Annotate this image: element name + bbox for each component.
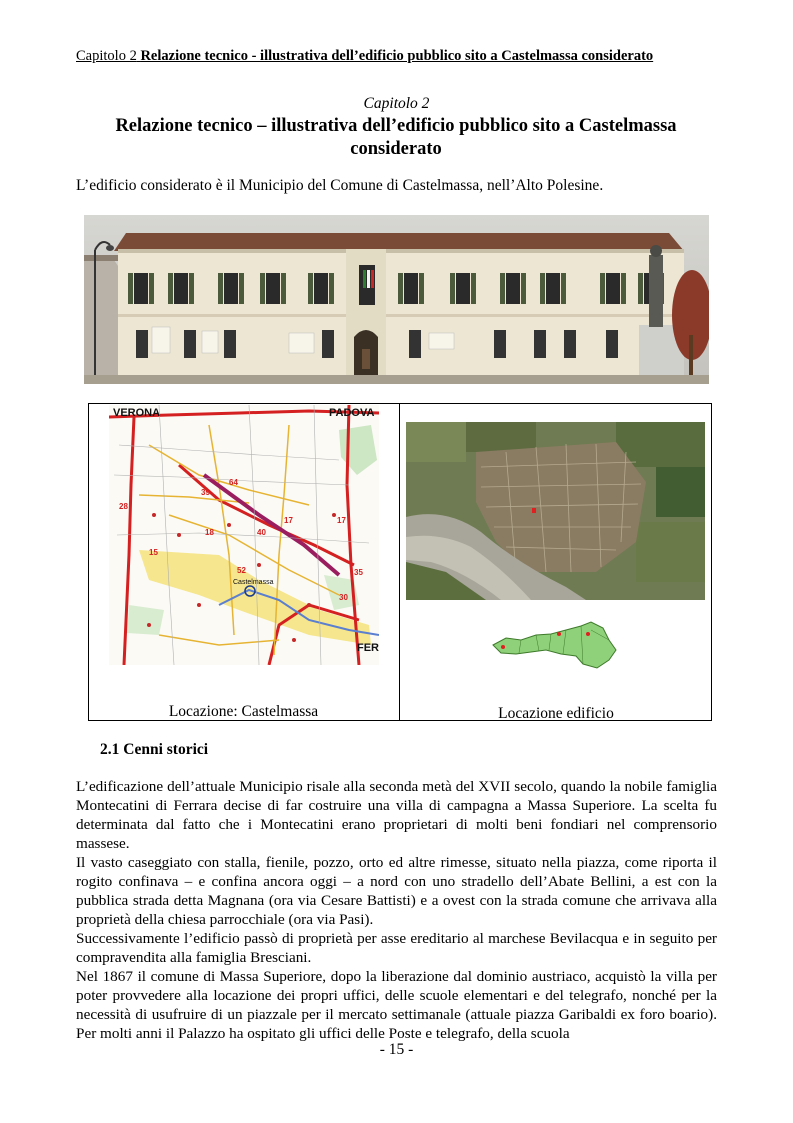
svg-text:39: 39 — [201, 488, 210, 497]
paragraph: Successivamente l’edificio passò di proprietà per asse ereditario al marchese Bevilacqua e in seguito per compravendita alla famiglia Bresciani. — [76, 930, 717, 966]
page-number: - 15 - — [379, 1041, 414, 1058]
paragraph: L’edificazione dell’attuale Municipio risale alla seconda metà del XVII secolo, quando la nobile famiglia Montecatini di Ferrara decise di far costruire una villa di campagna a Massa Superiore. La scelta fu determinata dal fatto che i Montecatini erano proprietari di molti beni fondiari nel comprensorio massese. — [76, 778, 717, 852]
svg-text:17: 17 — [284, 516, 293, 525]
aerial-photo — [406, 422, 705, 600]
right-map-caption: Locazione edificio — [498, 705, 614, 722]
chapter-title: Relazione tecnico – illustrativa dell’edificio pubblico sito a Castelmassa considerato — [115, 116, 677, 159]
left-map-caption: Locazione: Castelmassa — [168, 703, 319, 720]
road-map-label-ferrara: FER — [357, 642, 379, 654]
svg-text:15: 15 — [149, 548, 158, 557]
road-map — [109, 405, 379, 665]
chapter-label: Capitolo 2 — [363, 95, 430, 112]
running-header — [76, 47, 716, 65]
svg-text:18: 18 — [205, 528, 214, 537]
road-map-label-verona: VERONA — [113, 407, 161, 419]
body-text — [76, 777, 717, 1043]
paragraph: Il vasto caseggiato con stalla, fienile, pozzo, orto ed altre rimesse, situato nella piazza, come riporta il rogito confinava – e confina ancora oggi – a nord con uno stradello dell’Abate Bellini, a est con la pubblica strada detta Magnana (ora via Cesare Battisti) e a ovest con la strada comune che arrivava alla proprietà della chiesa parrocchiale (ora via Pasi). — [76, 854, 717, 928]
section-heading: 2.1 Cenni storici — [100, 741, 209, 758]
svg-text:40: 40 — [257, 528, 266, 537]
road-map-label-padova: PADOVA — [329, 407, 375, 419]
maps-table-divider — [399, 403, 400, 721]
svg-text:17: 17 — [337, 516, 346, 525]
paragraph: Nel 1867 il comune di Massa Superiore, dopo la liberazione dal dominio austriaco, acquistò la villa per poter provvedere alla locazione dei propri uffici, delle scuole elementari e del telegrafo, nonché per la necessità di usufruire di un piazzale per il mercato settimanale (attuale piazza Garibaldi ex foro boario). Per molti anni il Palazzo ha ospitato gli uffici delle Poste e telegrafo, della scuola — [76, 968, 717, 1042]
svg-text:28: 28 — [119, 502, 128, 511]
svg-text:64: 64 — [229, 478, 238, 487]
svg-text:52: 52 — [237, 566, 246, 575]
running-header-title: Relazione tecnico - illustrativa dell’edificio pubblico sito a Castelmassa considerato — [140, 48, 654, 64]
svg-text:30: 30 — [339, 593, 348, 602]
region-map — [491, 620, 621, 680]
running-header-chapter: Capitolo 2 — [76, 48, 137, 64]
road-map-label-castelmassa: Castelmassa — [233, 579, 274, 586]
town-hall-photo — [84, 215, 709, 384]
intro-sentence: L’edificio considerato è il Municipio del Comune di Castelmassa, nell’Alto Polesine. — [76, 177, 604, 194]
svg-text:35: 35 — [354, 568, 363, 577]
